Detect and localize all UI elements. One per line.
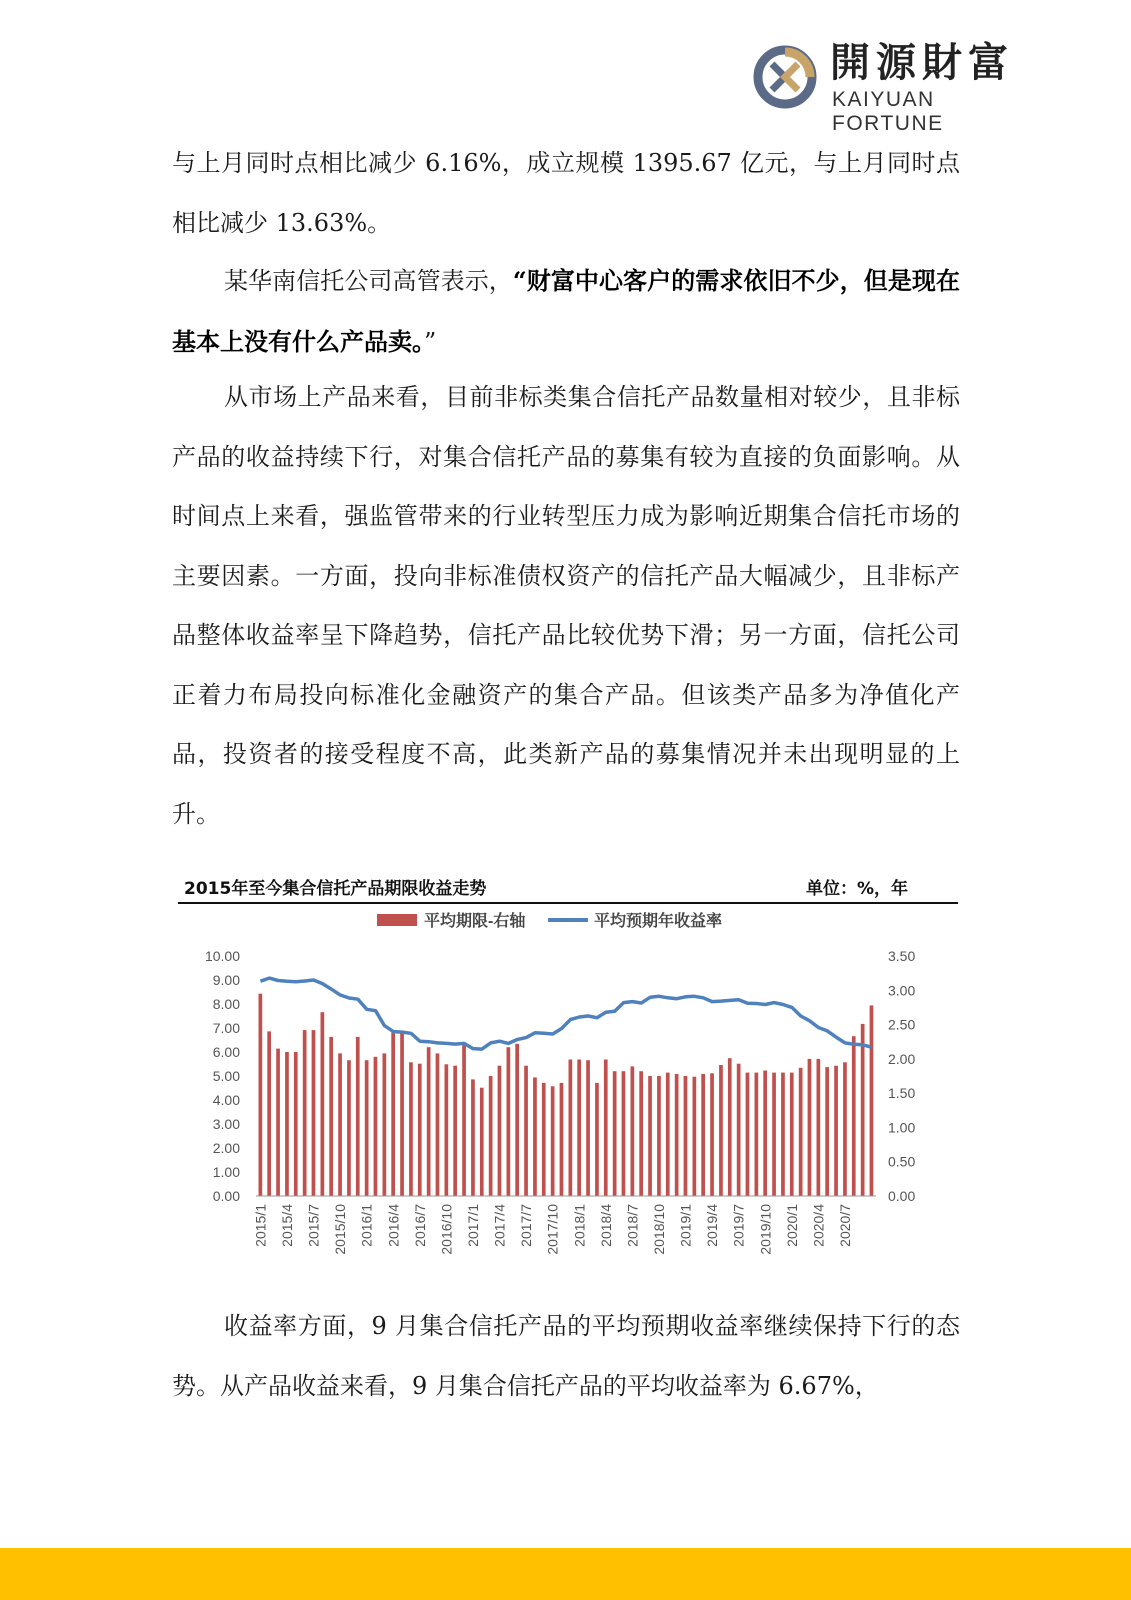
right-axis-tick-label: 2.00 (888, 1050, 916, 1067)
left-axis-tick-label: 9.00 (212, 972, 240, 988)
bar-average-term (675, 1074, 679, 1196)
bar-average-term (808, 1059, 812, 1196)
bar-average-term (267, 1031, 271, 1196)
logo-chinese-name: 開源財富 (830, 40, 1014, 86)
x-axis-tick-label: 2015/10 (332, 1204, 349, 1255)
left-axis-tick-label: 0.00 (212, 1188, 240, 1204)
bar-average-term (285, 1052, 289, 1196)
bar-average-term (737, 1064, 741, 1196)
x-axis-tick-label: 2017/7 (518, 1204, 535, 1247)
bar-average-term (436, 1053, 440, 1196)
bar-average-term (666, 1073, 670, 1196)
bar-average-term (312, 1030, 316, 1196)
x-axis-tick-label: 2016/1 (358, 1204, 375, 1247)
left-axis-tick-label: 3.00 (212, 1116, 240, 1132)
bar-average-term (861, 1024, 865, 1196)
left-axis-tick-label: 7.00 (212, 1020, 240, 1036)
bar-average-term (790, 1073, 794, 1196)
bar-average-term (648, 1076, 652, 1196)
left-axis-tick-label: 6.00 (212, 1044, 240, 1060)
legend-bar-swatch (377, 914, 417, 926)
bar-average-term (480, 1088, 484, 1196)
paragraph-2-text: 某华南信托公司高管表示， (224, 267, 513, 295)
x-axis-tick-label: 2017/4 (491, 1204, 508, 1247)
bar-average-term (391, 1031, 395, 1196)
bar-average-term (595, 1083, 599, 1196)
x-axis-tick-label: 2017/1 (465, 1204, 481, 1247)
footer-bar (0, 1548, 1131, 1600)
paragraph-2-quote: “财富中心客户的需求依旧不少，但是现在基本上没有什么产品卖。 (172, 266, 960, 356)
x-axis-tick-label: 2020/1 (783, 1204, 800, 1247)
x-axis-tick-label: 2019/10 (757, 1204, 774, 1255)
bar-average-term (817, 1059, 821, 1196)
bar-average-term (825, 1067, 829, 1196)
bar-average-term (453, 1066, 457, 1196)
bar-average-term (329, 1037, 333, 1196)
bar-average-term (462, 1045, 466, 1196)
bar-average-term (622, 1071, 626, 1196)
bar-average-term (746, 1073, 750, 1196)
line-expected-yield (260, 978, 871, 1049)
x-axis-tick-label: 2019/7 (730, 1204, 747, 1247)
legend-line-label: 平均预期年收益率 (594, 913, 723, 930)
bar-average-term (719, 1065, 723, 1196)
left-axis-tick-label: 4.00 (212, 1092, 240, 1108)
bar-average-term (276, 1049, 280, 1196)
right-axis-tick-label: 2.50 (888, 1016, 916, 1033)
bar-average-term (772, 1073, 776, 1196)
x-axis-tick-label: 2020/7 (837, 1204, 853, 1247)
right-axis-tick-label: 3.50 (888, 948, 916, 964)
bar-average-term (259, 994, 263, 1196)
x-axis-tick-label: 2016/10 (438, 1204, 455, 1255)
chart-unit: 单位：%，年 (805, 879, 908, 899)
bar-average-term (763, 1071, 767, 1197)
left-axis-tick-label: 10.00 (204, 948, 240, 964)
right-axis-tick-label: 1.00 (888, 1119, 916, 1136)
bar-average-term (560, 1083, 564, 1196)
bar-average-term (515, 1044, 519, 1196)
bar-average-term (321, 1012, 325, 1196)
chart-title: 2015年至今集合信托产品期限收益走势 (184, 879, 487, 899)
bar-average-term (374, 1057, 378, 1196)
bar-average-term (294, 1052, 298, 1196)
x-axis-tick-label: 2017/10 (544, 1204, 561, 1255)
bar-average-term (498, 1066, 502, 1196)
paragraph-2 (172, 251, 960, 372)
bar-average-term (507, 1047, 511, 1196)
right-axis-tick-label: 0.50 (888, 1153, 916, 1170)
bar-average-term (471, 1079, 475, 1196)
bar-average-term (542, 1083, 546, 1196)
bar-average-term (631, 1066, 635, 1196)
paragraph-1: 与上月同时点相比减少 6.16%，成立规模 1395.67 亿元，与上月同时点相比减少 13.63%。 (172, 149, 960, 237)
bar-average-term (418, 1064, 422, 1196)
bar-average-term (834, 1066, 838, 1196)
right-axis-tick-label: 0.00 (888, 1188, 916, 1204)
x-axis-tick-label: 2015/7 (305, 1204, 322, 1247)
bar-average-term (710, 1073, 714, 1196)
bar-average-term (365, 1060, 369, 1196)
x-axis-tick-label: 2016/7 (411, 1204, 428, 1247)
x-axis-tick-label: 2018/10 (651, 1204, 667, 1255)
bar-average-term (524, 1066, 528, 1196)
bar-average-term (870, 1005, 874, 1196)
bar-average-term (728, 1058, 732, 1196)
bar-average-term (586, 1060, 590, 1196)
x-axis-tick-label: 2015/1 (252, 1204, 269, 1247)
logo-english-name: KAIYUAN FORTUNE (832, 88, 944, 135)
x-axis-tick-label: 2018/1 (571, 1204, 588, 1247)
bar-average-term (604, 1060, 608, 1197)
bar-average-term (445, 1064, 449, 1196)
bar-average-term (799, 1068, 803, 1196)
bar-average-term (852, 1036, 856, 1196)
kaiyuan-logo-icon (752, 44, 818, 110)
right-axis-tick-label: 1.50 (888, 1085, 916, 1102)
bar-average-term (781, 1073, 785, 1196)
bar-average-term (427, 1047, 431, 1196)
x-axis-tick-label: 2020/4 (810, 1204, 827, 1247)
x-axis-tick-label: 2015/4 (279, 1204, 295, 1247)
x-axis-tick-label: 2016/4 (385, 1204, 402, 1247)
yield-term-chart (172, 856, 962, 1324)
chart-plot (172, 856, 962, 1324)
left-axis-tick-label: 1.00 (212, 1164, 240, 1180)
bar-average-term (693, 1077, 697, 1196)
right-axis-tick-label: 3.00 (888, 982, 916, 999)
left-axis-tick-label: 5.00 (212, 1068, 240, 1084)
paragraph-3: 从市场上产品来看，目前非标类集合信托产品数量相对较少，且非标产品的收益持续下行，对集合信托产品的募集有较为直接的负面影响。从时间点上来看，强监管带来的行业转型压力成为影响近期集合信托市场的主要因素。一方面，投向非标准债权资产的信托产品大幅减少，且非标产品整体收益率呈下降趋势，信托产品比较优势下滑；另一方面，信托公司正着力布局投向标准化金融资产的集合产品。但该类产品多为净值化产品，投资者的接受程度不高，此类新产品的募集情况并未出现明显的上升。 (172, 383, 960, 828)
bar-average-term (533, 1077, 537, 1196)
bar-average-term (755, 1073, 759, 1196)
bar-average-term (569, 1060, 573, 1197)
bar-average-term (613, 1071, 617, 1196)
bar-average-term (356, 1037, 360, 1196)
bar-average-term (684, 1076, 688, 1196)
x-axis-tick-label: 2019/4 (704, 1204, 721, 1247)
company-logo (752, 40, 1042, 135)
bar-average-term (701, 1074, 705, 1196)
left-axis-tick-label: 8.00 (212, 996, 240, 1012)
bar-average-term (383, 1053, 387, 1196)
bar-average-term (843, 1062, 847, 1196)
x-axis-tick-label: 2019/1 (677, 1204, 694, 1247)
bar-average-term (551, 1086, 555, 1196)
paragraph-2-close: ” (424, 327, 437, 356)
left-axis-tick-label: 2.00 (212, 1140, 240, 1156)
bar-average-term (409, 1062, 413, 1196)
bar-average-term (400, 1034, 404, 1197)
paragraph-4: 收益率方面，9 月集合信托产品的平均预期收益率继续保持下行的态势。从产品收益来看，9 月集合信托产品的平均收益率为 6.67%， (172, 1312, 960, 1400)
bar-average-term (577, 1060, 581, 1197)
bar-average-term (338, 1053, 342, 1196)
bar-average-term (347, 1060, 351, 1196)
bar-average-term (489, 1076, 493, 1196)
bar-average-term (657, 1076, 661, 1196)
x-axis-tick-label: 2018/4 (597, 1204, 614, 1247)
bar-average-term (639, 1071, 643, 1196)
bar-average-term (303, 1030, 307, 1196)
x-axis-tick-label: 2018/7 (624, 1204, 641, 1247)
legend-bar-label: 平均期限-右轴 (424, 913, 526, 930)
